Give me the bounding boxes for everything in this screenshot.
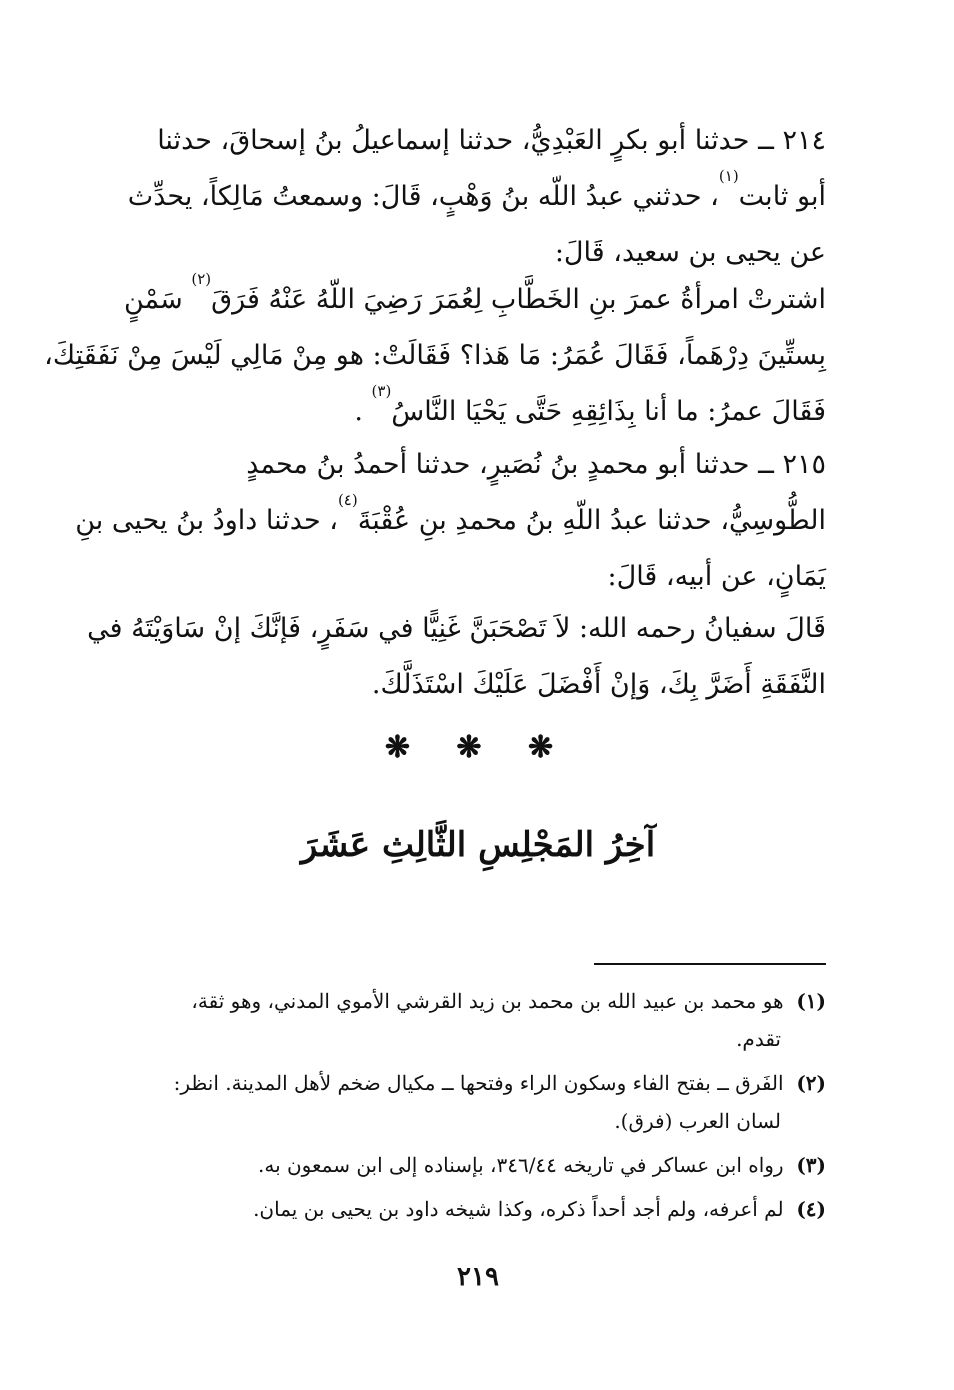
text-segment: اشترتْ امرأةُ عمرَ بنِ الخَطَّابِ لِعُمَرَ رَضِيَ اللّهُ عَنْهُ فَرَقَ	[211, 284, 826, 315]
footnote-divider	[594, 963, 826, 965]
hadith-214-isnad	[127, 113, 826, 281]
text-line-with-footnote	[127, 167, 826, 225]
book-page	[44, 0, 826, 1390]
footnote-line: لسان العرب (فرق).	[614, 1109, 781, 1133]
text-segment: فَقَالَ عمرُ: ما أنا بِذَائِقِهِ حَتَّى يَحْيَا النَّاسُ	[391, 396, 826, 427]
footnote-ref-1[interactable]: (١)	[718, 167, 739, 185]
footnote-line	[130, 1190, 826, 1228]
footnote-ref-2[interactable]: (٢)	[191, 270, 212, 288]
footnote-text: هو محمد بن عبيد الله بن محمد بن زيد القرشي الأموي المدني، وهو ثقة،	[191, 989, 784, 1013]
text-line: عن يحيى بن سعيد، قَالَ:	[554, 237, 826, 268]
text-line-with-footnote	[75, 491, 826, 549]
sufyan-saying	[87, 601, 826, 713]
footnote-number: (٤)	[796, 1197, 826, 1221]
page-number: ٢١٩	[457, 1262, 499, 1292]
text-segment: سَمْنٍ	[124, 284, 192, 315]
text-line: يَمَانٍ، عن أبيه، قَالَ:	[607, 561, 826, 592]
closing-title: آخِرُ المَجْلِسِ الثَّالِثِ عَشَرَ	[300, 825, 656, 865]
text-line-with-footnote	[124, 270, 826, 328]
text-segment: الطُّوسِيُّ، حدثنا عبدُ اللّهِ بنُ محمدِ بنِ عُقْبَةَ	[357, 505, 826, 536]
text-segment: ، حدثني عبدُ اللّه بنُ وَهْبٍ، قَالَ: وسمعتُ مَالِكاً، يحدِّث	[127, 181, 719, 212]
footnote-1	[130, 982, 826, 1058]
footnote-text: رواه ابن عساكر في تاريخه ٣٤٦/٤٤، بإسناده إلى ابن سمعون به.	[257, 1153, 784, 1177]
text-line: ٢١٤ ــ حدثنا أبو بكرٍ العَبْدِيُّ، حدثنا إسماعيلُ بنُ إسحاقَ، حدثنا	[157, 125, 826, 156]
footnote-text: الفَرق ــ بفتح الفاء وسكون الراء وفتحها ــ مكيال ضخم لأهل المدينة. انظر:	[173, 1071, 784, 1095]
footnote-line	[130, 982, 826, 1020]
footnote-line	[130, 1146, 826, 1184]
text-segment: ، حدثنا داودُ بنُ يحيى بنِ	[75, 505, 338, 536]
text-line: بِستِّينَ دِرْهَماً، فَقَالَ عُمَرُ: مَا هَذا؟ فَقَالَتْ: هو مِنْ مَالِي لَيْسَ مِنْ نَفَقَتِكَ،	[44, 340, 826, 371]
text-line: قَالَ سفيانُ رحمه الله: لاَ تَصْحَبَنَّ غَنِيًّا في سَفَرٍ، فَإنَّكَ إنْ سَاوَيْتَهُ في	[87, 613, 826, 644]
footnote-number: (٢)	[796, 1071, 826, 1095]
footnote-line	[130, 1064, 826, 1102]
section-separator: ❋ ❋ ❋	[384, 730, 572, 765]
footnote-line: تقدم.	[736, 1027, 781, 1051]
hadith-215-isnad	[75, 437, 826, 605]
footnote-2	[130, 1064, 826, 1140]
footnote-number: (١)	[796, 989, 826, 1013]
text-line: النَّفَقَةِ أَضَرَّ بِكَ، وَإنْ أَفْضَلَ عَلَيْكَ اسْتَذَلَّكَ.	[371, 669, 826, 700]
text-segment: أبو ثابت	[738, 181, 826, 212]
footnote-text: لم أعرفه، ولم أجد أحداً ذكره، وكذا شيخه داود بن يحيى بن يمان.	[253, 1197, 784, 1221]
hadith-214-matn	[44, 270, 826, 440]
footnote-3	[130, 1146, 826, 1184]
footnote-ref-3[interactable]: (٣)	[371, 382, 392, 400]
footnote-4	[130, 1190, 826, 1228]
text-line-with-footnote	[130, 384, 826, 440]
footnote-ref-4[interactable]: (٤)	[337, 491, 358, 509]
footnote-number: (٣)	[796, 1153, 826, 1177]
text-line: ٢١٥ ــ حدثنا أبو محمدٍ بنُ نُصَيرٍ، حدثنا أحمدُ بنُ محمدٍ	[246, 449, 826, 480]
text-segment: .	[354, 396, 372, 427]
